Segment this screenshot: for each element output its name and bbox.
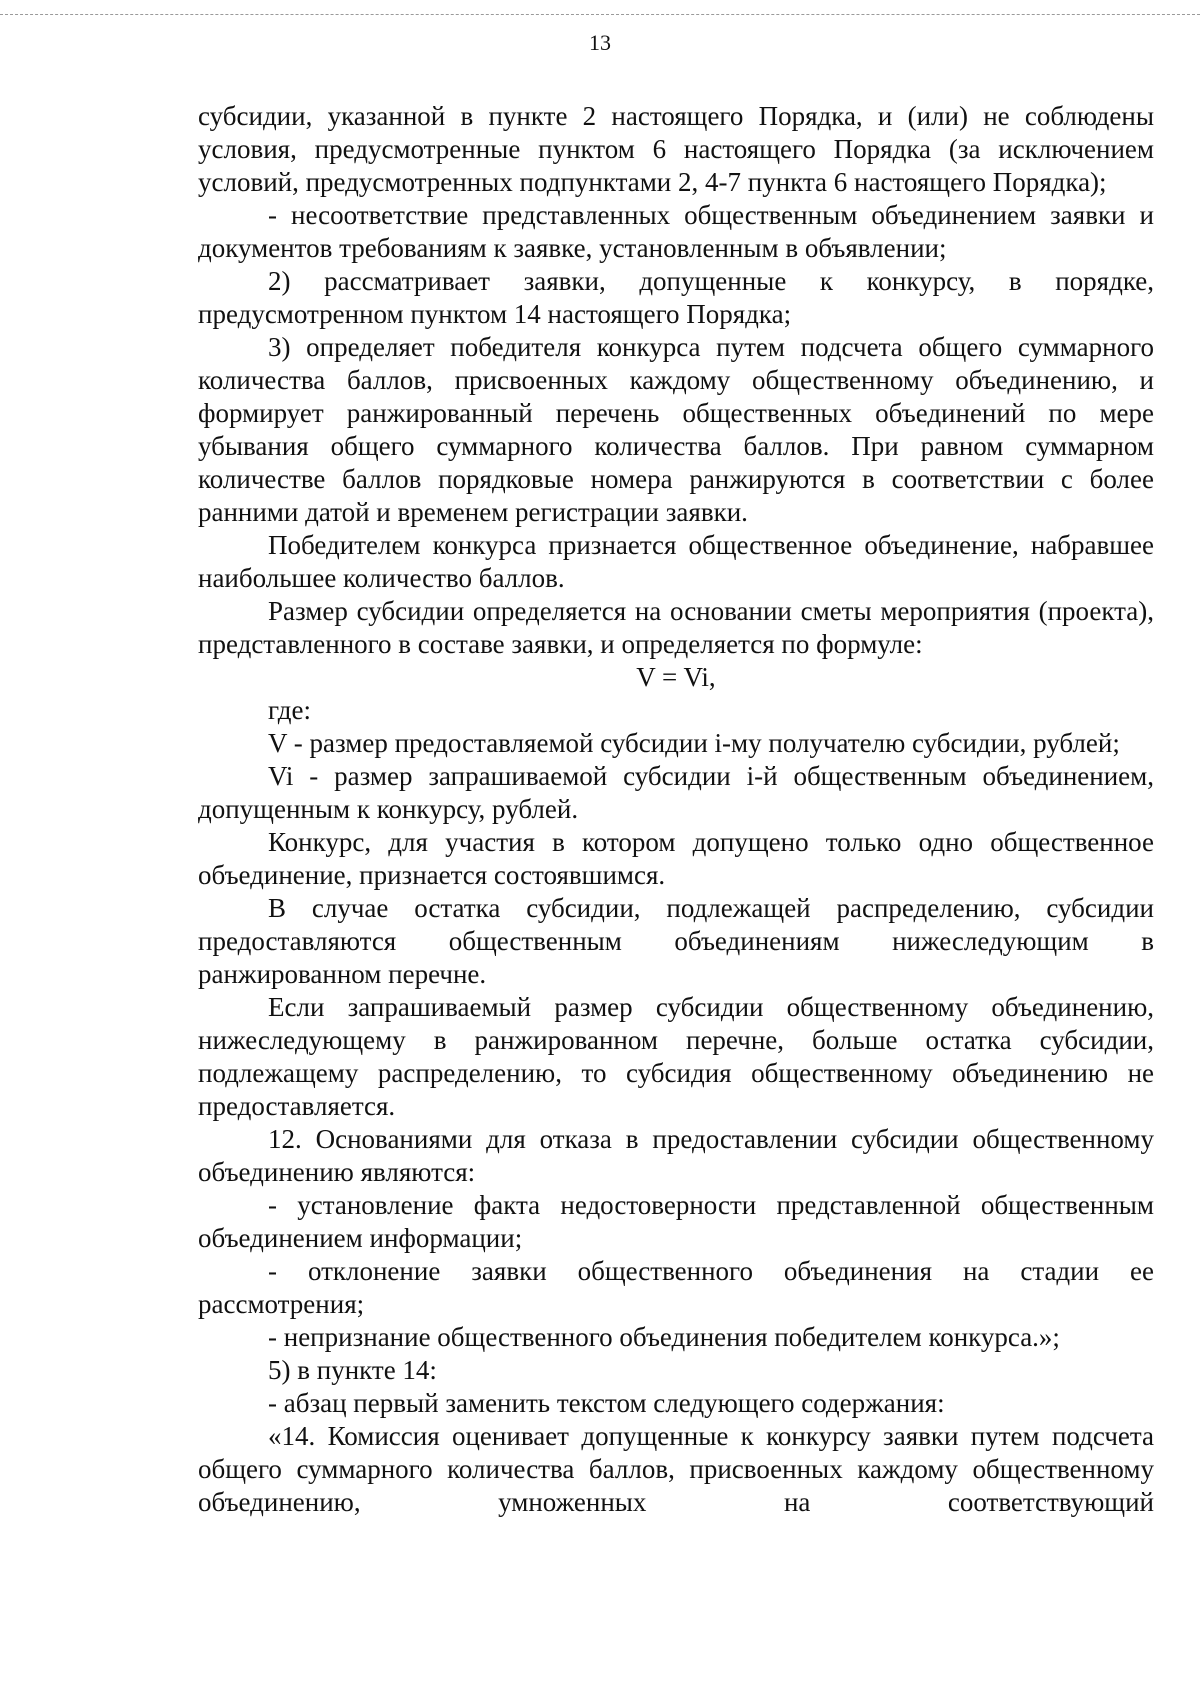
paragraph: - установление факта недостоверности представленной общественным объединением информации; — [198, 1190, 1154, 1253]
page-number: 13 — [589, 30, 611, 55]
paragraph: - абзац первый заменить текстом следующего содержания: — [268, 1388, 945, 1418]
paragraph: Конкурс, для участия в котором допущено только одно общественное объединение, признается состоявшимся. — [198, 827, 1154, 890]
paragraph: 3) определяет победителя конкурса путем подсчета общего суммарного количества баллов, присвоенных каждому общественному объединению, и формирует ранжированный перечень общественных объединений по мере убывания общего суммарного количества баллов. При равном суммарном количестве баллов порядковые номера ранжируются в соответствии с более ранними датой и временем регистрации заявки. — [198, 332, 1154, 527]
paragraph: Победителем конкурса признается общественное объединение, набравшее наибольшее количество баллов. — [198, 530, 1154, 593]
paragraph: - отклонение заявки общественного объединения на стадии ее рассмотрения; — [198, 1256, 1154, 1319]
paragraph: Если запрашиваемый размер субсидии общественному объединению, нижеследующему в ранжированном перечне, больше остатка субсидии, подлежащему распределению, то субсидия общественному объединению не предоставляется. — [198, 992, 1154, 1121]
document-body — [198, 100, 1154, 1519]
formula: V = Vi, — [636, 662, 716, 692]
paragraph: 2) рассматривает заявки, допущенные к конкурсу, в порядке, предусмотренном пунктом 14 настоящего Порядка; — [198, 266, 1154, 329]
paragraph: V - размер предоставляемой субсидии i-му получателю субсидии, рублей; — [268, 728, 1120, 758]
scan-edge-line — [0, 14, 1200, 15]
paragraph: Размер субсидии определяется на основании сметы мероприятия (проекта), представленного в составе заявки, и определяется по формуле: — [198, 596, 1154, 659]
paragraph: В случае остатка субсидии, подлежащей распределению, субсидии предоставляются общественным объединениям нижеследующим в ранжированном перечне. — [198, 893, 1154, 989]
paragraph: 5) в пункте 14: — [268, 1355, 437, 1385]
paragraph: - несоответствие представленных общественным объединением заявки и документов требованиям к заявке, установленным в объявлении; — [198, 200, 1154, 263]
paragraph: Vi - размер запрашиваемой субсидии i-й общественным объединением, допущенным к конкурсу, рублей. — [198, 761, 1154, 824]
paragraph: - непризнание общественного объединения победителем конкурса.»; — [268, 1322, 1060, 1352]
paragraph: субсидии, указанной в пункте 2 настоящего Порядка, и (или) не соблюдены условия, предусмотренные пунктом 6 настоящего Порядка (за исключением условий, предусмотренных подпунктами 2, 4-7 пункта 6 настоящего Порядка); — [198, 101, 1154, 197]
paragraph: 12. Основаниями для отказа в предоставлении субсидии общественному объединению являются: — [198, 1124, 1154, 1187]
paragraph: где: — [268, 695, 311, 725]
paragraph: «14. Комиссия оценивает допущенные к конкурсу заявки путем подсчета общего суммарного количества баллов, присвоенных каждому общественному объединению, умноженных на соответствующий — [198, 1421, 1154, 1517]
